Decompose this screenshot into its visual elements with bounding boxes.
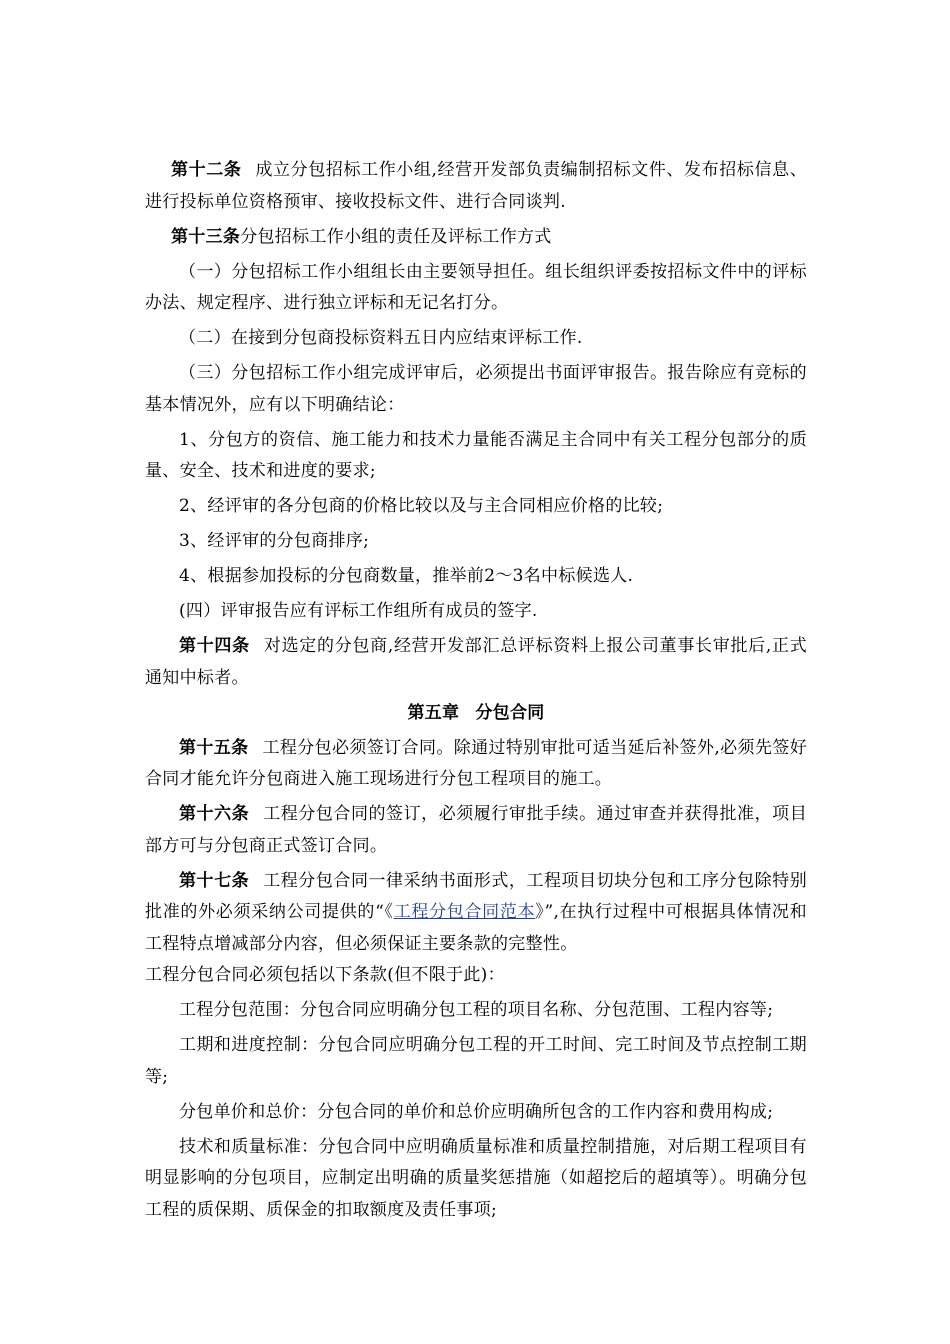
article-13-item-2: （二）在接到分包商投标资料五日内应结束评标工作.: [179, 328, 583, 348]
article-continuation: 工程分包合同必须包括以下条款(但不限于此)：: [145, 965, 505, 985]
chapter-number: 第五章: [407, 702, 460, 723]
article-text: 工程分包必须签订合同。除通过特别审批可适当延后补签外,必须先签好合同才能允许分包商进入施工现场进行分包工程项目的施工。: [145, 737, 807, 789]
article-heading: 第十五条: [179, 737, 249, 758]
article-text: 分包招标工作小组的责任及评标工作方式: [240, 226, 552, 247]
article-heading: 第十三条: [171, 226, 241, 247]
article-17: [145, 866, 807, 992]
contract-template-link[interactable]: 工程分包合同范本: [393, 902, 536, 922]
article-heading: 第十二条: [171, 160, 242, 180]
article-heading: 第十六条: [179, 804, 250, 824]
article-14: [145, 631, 807, 694]
clause-quality: 技术和质量标准：分包合同中应明确质量标准和质量控制措施，对后期工程项目有明显影响的分包项目，应制定出明确的质量奖惩措施（如超挖后的超填等）。明确分包工程的质保期、质保金的扣取额度及责任事项;: [145, 1136, 807, 1220]
clause-schedule: 工期和进度控制：分包合同应明确分包工程的开工时间、完工时间及节点控制工期等;: [145, 1035, 807, 1087]
article-text: 成立分包招标工作小组,经营开发部负责编制招标文件、发布招标信息、进行投标单位资格预审、接收投标文件、进行合同谈判.: [145, 160, 807, 212]
chapter-heading: [145, 698, 807, 730]
article-12: [145, 155, 807, 218]
clause-scope: 工程分包范围：分包合同应明确分包工程的项目名称、分包范围、工程内容等;: [179, 1000, 774, 1020]
clause-price: 分包单价和总价：分包合同的单价和总价应明确所包含的工作内容和费用构成;: [179, 1101, 774, 1122]
article-heading: 第十七条: [179, 870, 250, 891]
article-text-after: 》”,在执行过程中可根据具体情况和工程特点增减部分内容，但必须保证主要条款的完整性。: [145, 902, 807, 954]
article-13-item-8: (四）评审报告应有评标工作组所有成员的签字.: [179, 601, 538, 621]
article-13: [145, 222, 807, 254]
article-13-item-6: 3、经评审的分包商排序;: [179, 531, 370, 551]
article-13-item-5: 2、经评审的各分包商的价格比较以及与主合同相应价格的比较;: [179, 496, 664, 516]
article-text: 工程分包合同的签订，必须履行审批手续。通过审查并获得批准，项目部方可与分包商正式签订合同。: [145, 804, 807, 856]
article-15: [145, 733, 807, 796]
article-16: [145, 799, 807, 862]
article-text-before: 工程分包合同一律采纳书面形式，工程项目切块分包和工序分包除特别批准的外必须采纳公司提供的“《: [145, 870, 807, 922]
chapter-title: 分包合同: [475, 702, 545, 723]
article-13-item-3: （三）分包招标工作小组完成评审后，必须提出书面评审报告。报告除应有竞标的基本情况外，应有以下明确结论：: [145, 363, 807, 415]
article-heading: 第十四条: [179, 636, 250, 656]
article-13-item-4: 1、分包方的资信、施工能力和技术力量能否满足主合同中有关工程分包部分的质量、安全、技术和进度的要求;: [145, 429, 807, 481]
document-page: [145, 155, 807, 1230]
article-13-item-1: （一）分包招标工作小组组长由主要领导担任。组长组织评委按招标文件中的评标办法、规定程序、进行独立评标和无记名打分。: [145, 261, 807, 313]
article-13-item-7: 4、根据参加投标的分包商数量，推举前2～3名中标候选人.: [179, 566, 634, 586]
article-text: 对选定的分包商,经营开发部汇总评标资料上报公司董事长审批后,正式通知中标者。: [145, 636, 808, 688]
